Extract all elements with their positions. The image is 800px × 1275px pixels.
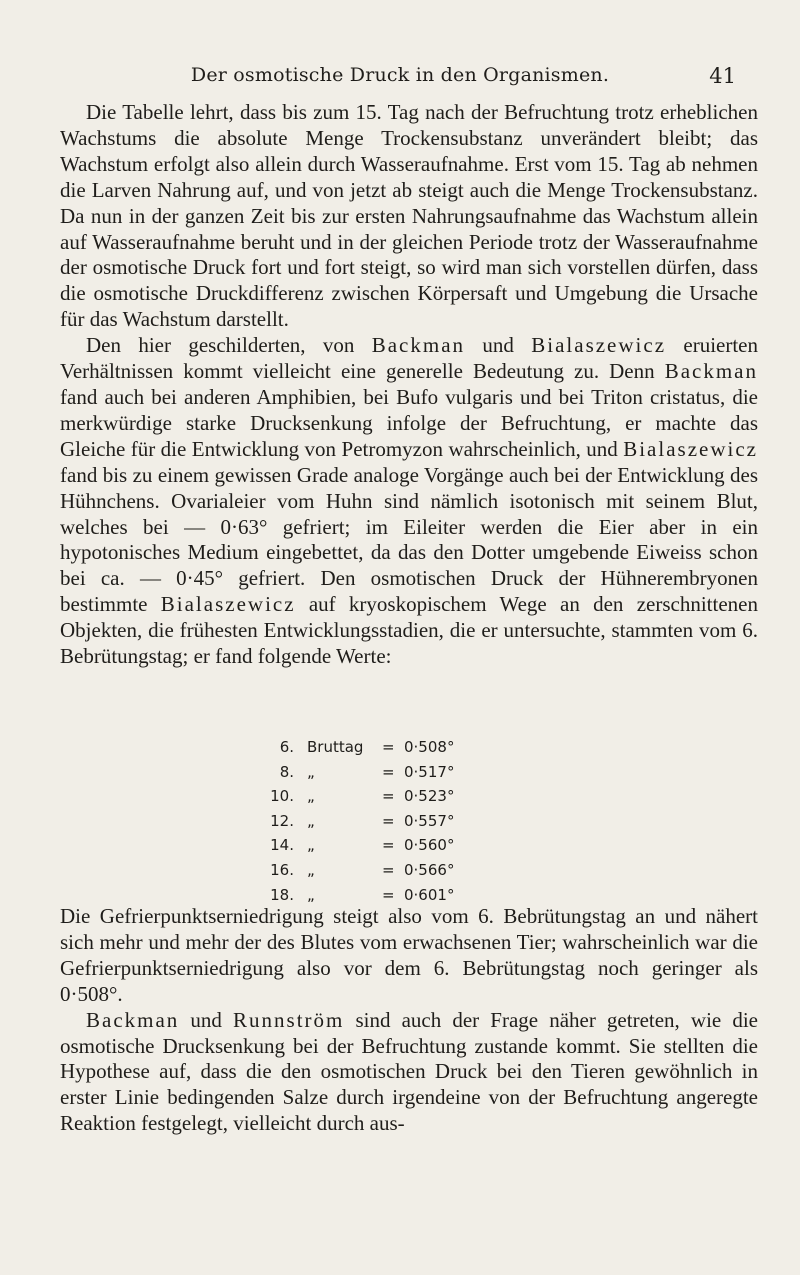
table-value: 0·560° xyxy=(404,836,455,855)
author-name: Bialaszewicz xyxy=(531,333,667,358)
text-run: auf kryoskopischem Wege an den zerschnittenen Objekten, die frühesten Entwicklungsstadien, die er untersuchte, stammten vom 6. Bebrütungstag; er fand folgende Werte: xyxy=(60,592,758,669)
text-run: sind auch der Frage näher getreten, wie die osmotische Drucksenkung bei der Befruchtung zustande kommt. Sie stellten die Hypothese auf, dass die den osmotischen Druck bei den Tieren gewöhnlich in erster Linie bedingenden Salze durch irgendeine von der Befruchtung angeregte Reaktion festgelegt, vielleicht durch aus- xyxy=(60,1007,758,1136)
table-equals: = xyxy=(382,762,395,781)
text-run: fand bis zu einem gewissen Grade analoge Vorgänge auch bei der Entwicklung des Hühnchens. Ovarialeier vom Huhn sind nämlich isotonisch mit seinem Blut, welches bei — 0·63° gefriert; im Eileiter werden die Eier aber in ein hypotonisches Medium eingebettet, da das den Dotter umgebende Eiweiss schon bei ca. — 0·45° gefriert. Den osmotischen Druck der Hühnerembryonen bestimmte xyxy=(60,462,758,617)
table-equals: = xyxy=(382,738,395,756)
table-row xyxy=(262,836,562,861)
author-name: Backman xyxy=(664,359,758,384)
table-value: 0·601° xyxy=(404,885,455,904)
table-unit: „ xyxy=(307,787,315,806)
table-equals: = xyxy=(382,885,395,904)
body-text-upper xyxy=(60,100,758,670)
table-day: 14. xyxy=(270,836,294,855)
table-row xyxy=(262,738,562,763)
table-equals: = xyxy=(382,836,395,855)
table-unit: „ xyxy=(307,860,315,879)
paragraph-3: Die Gefrierpunktserniedrigung steigt also vom 6. Bebrütungstag an und nähert sich mehr und mehr der des Blutes vom erwachsenen Tier; wahrscheinlich war die Gefrierpunktserniedrigung also vor dem 6. Bebrütungstag noch geringer als 0·508°. xyxy=(60,904,758,1006)
author-name: Backman xyxy=(371,333,466,358)
table-unit: „ xyxy=(307,836,315,855)
paragraph-4 xyxy=(60,1008,758,1138)
table-row xyxy=(262,763,562,788)
freezing-point-table xyxy=(262,738,562,910)
table-day: 18. xyxy=(270,885,294,904)
author-name: Backman xyxy=(86,1007,180,1032)
table-unit: „ xyxy=(307,762,315,781)
table-value: 0·508° xyxy=(404,738,455,756)
table-unit: Bruttag xyxy=(307,738,364,756)
paragraph-2 xyxy=(60,333,758,670)
running-head: Der osmotische Druck in den Organismen. xyxy=(190,64,610,86)
table-day: 8. xyxy=(279,762,294,781)
table-row xyxy=(262,861,562,886)
table-value: 0·523° xyxy=(404,787,455,806)
table-value: 0·557° xyxy=(404,811,455,830)
page-header xyxy=(0,64,800,92)
author-name: Bialaszewicz xyxy=(160,592,296,617)
table-value: 0·566° xyxy=(404,860,455,879)
text-run: fand auch bei anderen Amphibien, bei Bufo vulgaris und bei Triton cristatus, die merkwürdige starke Drucksenkung infolge der Befruchtung, er machte das Gleiche für die Entwicklung von Petromyzon wahrscheinlich, und xyxy=(60,384,758,461)
page-number: 41 xyxy=(709,64,736,88)
table-value: 0·517° xyxy=(404,762,455,781)
text-run: und xyxy=(179,1007,234,1032)
table-row xyxy=(262,787,562,812)
table-day: 10. xyxy=(270,787,294,806)
table-unit: „ xyxy=(307,885,315,904)
table-equals: = xyxy=(382,787,395,806)
text-run: Den hier geschilderten, von xyxy=(86,333,372,358)
paragraph-1: Die Tabelle lehrt, dass bis zum 15. Tag nach der Befruchtung trotz erheblichen Wachstums die absolute Menge Trockensubstanz unverändert bleibt; das Wachstum erfolgt also allein durch Wasseraufnahme. Erst vom 15. Tag ab nehmen die Larven Nahrung auf, und von jetzt ab steigt auch die Menge Trockensubstanz. Da nun in der ganzen Zeit bis zur ersten Nahrungsaufnahme das Wachstum allein auf Wasseraufnahme beruht und in der gleichen Periode trotz der Wasseraufnahme der osmotische Druck fort und fort steigt, so wird man sich vorstellen dürfen, dass die osmotische Druckdifferenz zwischen Körpersaft und Umgebung die Ursache für das Wachstum darstellt. xyxy=(60,100,758,332)
table-day: 12. xyxy=(270,811,294,830)
table-unit: „ xyxy=(307,811,315,830)
author-name: Runnström xyxy=(233,1007,345,1032)
author-name: Bialaszewicz xyxy=(623,436,758,461)
table-day: 16. xyxy=(270,860,294,879)
table-row xyxy=(262,812,562,837)
table-day: 6. xyxy=(279,738,294,756)
table-equals: = xyxy=(382,860,395,879)
table-equals: = xyxy=(382,811,395,830)
text-run: eruierten Verhältnissen kommt vielleicht eine generelle Bedeutung zu. Denn xyxy=(60,333,758,384)
body-text-lower xyxy=(60,904,758,1137)
text-run: und xyxy=(465,333,532,358)
